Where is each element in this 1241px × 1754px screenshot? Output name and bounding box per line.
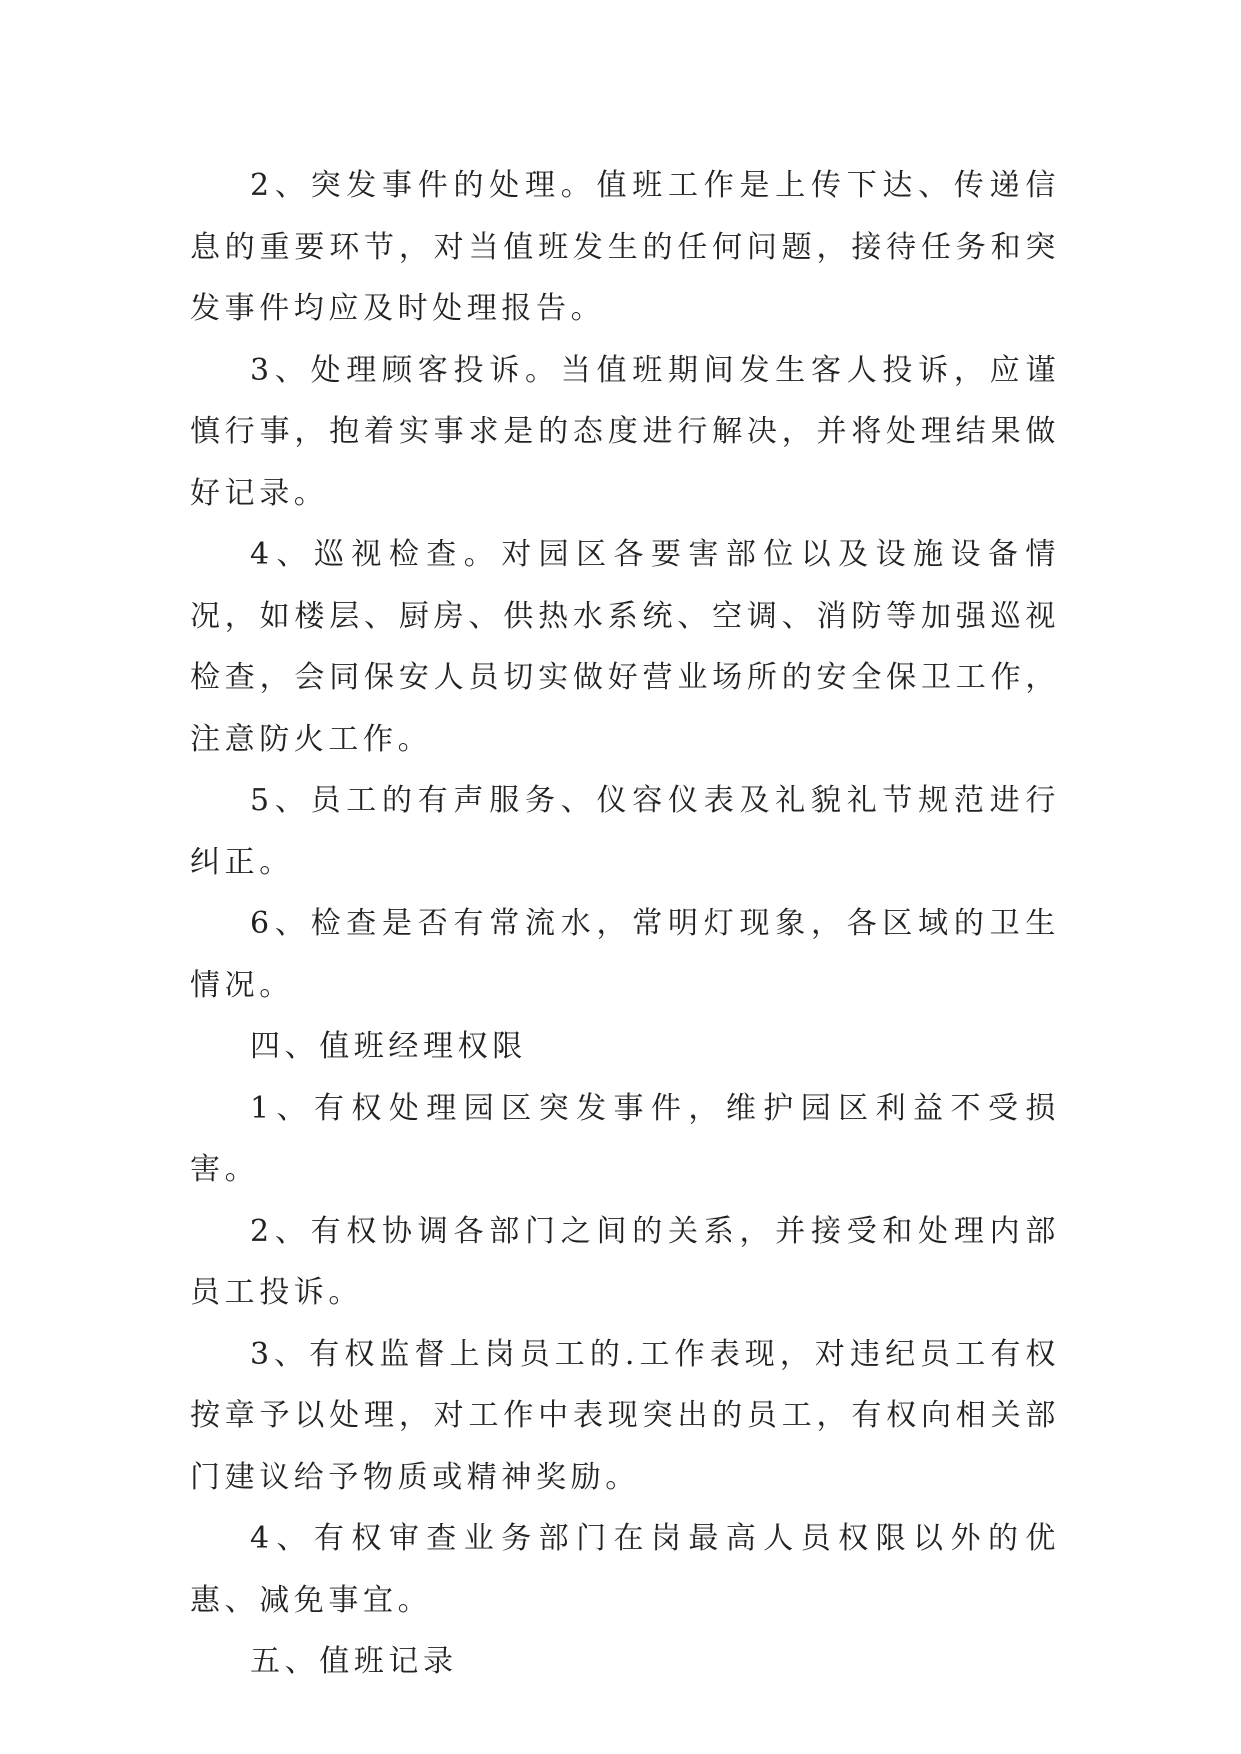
section-heading-duty-record: 五、值班记录 [250,1644,458,1679]
paragraph-emergency-handling: 2、突发事件的处理。值班工作是上传下达、传递信息的重要环节，对当值班发生的任何问题，接待任务和突发事件均应及时处理报告。 [190,168,1060,326]
paragraph-patrol-inspection: 4、巡视检查。对园区各要害部位以及设施设备情况，如楼层、厨房、供热水系统、空调、消防等加强巡视检查，会同保安人员切实做好营业场所的安全保卫工作，注意防火工作。 [190,537,1060,757]
document-body [190,155,1060,1693]
paragraph-authority-coordinate: 2、有权协调各部门之间的关系，并接受和处理内部员工投诉。 [190,1213,1060,1310]
paragraph-authority-emergency: 1、有权处理园区突发事件，维护园区利益不受损害。 [190,1090,1060,1187]
paragraph-authority-review: 4、有权审查业务部门在岗最高人员权限以外的优惠、减免事宜。 [190,1521,1060,1618]
paragraph-customer-complaints: 3、处理顾客投诉。当值班期间发生客人投诉，应谨慎行事，抱着实事求是的态度进行解决，并将处理结果做好记录。 [190,352,1060,511]
section-heading-manager-authority: 四、值班经理权限 [250,1029,527,1064]
paragraph-water-light-check: 6、检查是否有常流水，常明灯现象，各区域的卫生情况。 [190,906,1060,1003]
paragraph-authority-supervise: 3、有权监督上岗员工的.工作表现，对违纪员工有权按章予以处理，对工作中表现突出的员工，有权向相关部门建议给予物质或精神奖励。 [190,1336,1060,1495]
paragraph-staff-service: 5、员工的有声服务、仪容仪表及礼貌礼节规范进行纠正。 [190,783,1060,880]
